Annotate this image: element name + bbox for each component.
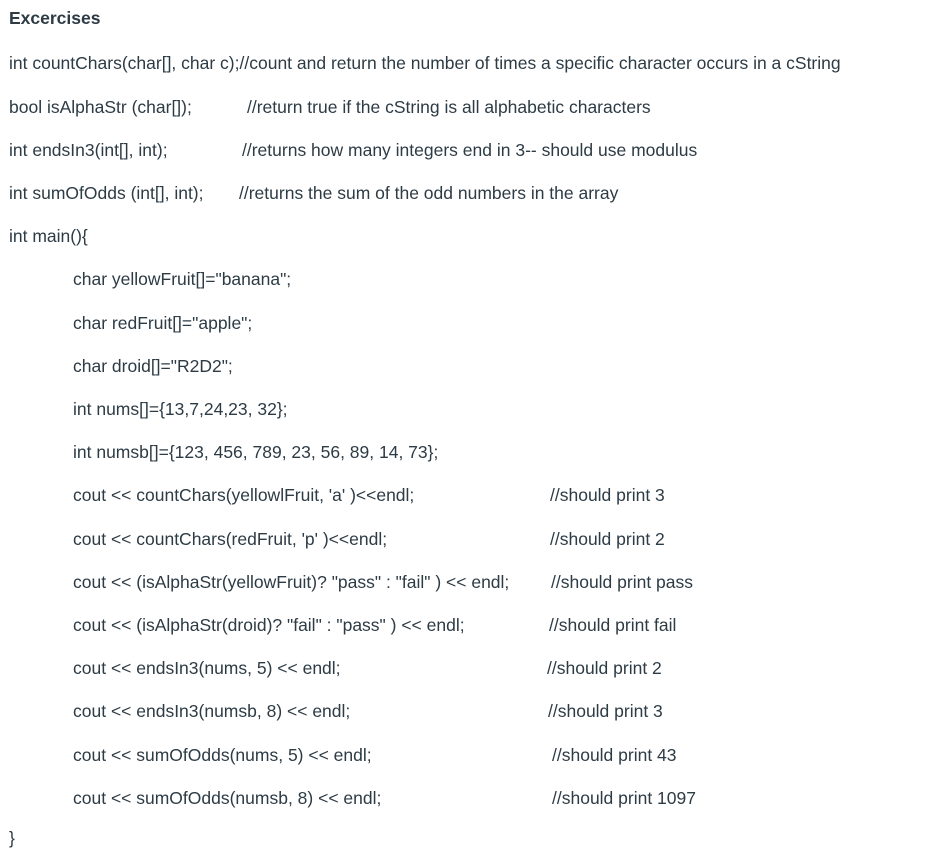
statement-comment: //should print fail <box>549 615 677 635</box>
prototype-declaration: int sumOfOdds (int[], int); <box>9 183 204 203</box>
statement-code: cout << sumOfOdds(numsb, 8) << endl; <box>73 788 382 808</box>
statement-line <box>73 743 677 767</box>
body-declaration: char yellowFruit[]="banana"; <box>73 269 292 289</box>
main-signature: int main(){ <box>9 226 88 246</box>
prototype-declaration: int countChars(char[], char c);//count and return the number of times a specific character occurs in a cString <box>9 53 841 73</box>
statement-line <box>73 527 665 551</box>
statement-code: cout << (isAlphaStr(droid)? "fail" : "pass" ) << endl; <box>73 615 465 635</box>
statement-comment: //should print 43 <box>552 745 677 765</box>
prototype-line <box>9 51 841 75</box>
statement-line <box>73 570 694 594</box>
statement-line <box>73 613 677 637</box>
exercise-heading: Excercises <box>9 8 101 28</box>
closing-brace: } <box>9 828 15 848</box>
statement-line <box>73 786 696 810</box>
statement-code: cout << sumOfOdds(nums, 5) << endl; <box>73 745 372 765</box>
statement-comment: //should print 2 <box>550 529 665 549</box>
statement-code: cout << endsIn3(nums, 5) << endl; <box>73 658 341 678</box>
statement-line <box>73 699 663 723</box>
body-declaration: char droid[]="R2D2"; <box>73 356 233 376</box>
prototype-comment: //return true if the cString is all alphabetic characters <box>247 97 651 117</box>
prototype-line <box>9 138 698 162</box>
prototype-comment: //returns the sum of the odd numbers in the array <box>239 183 619 203</box>
statement-code: cout << countChars(yellowlFruit, 'a' )<<endl; <box>73 485 415 505</box>
statement-code: cout << endsIn3(numsb, 8) << endl; <box>73 701 351 721</box>
prototype-line <box>9 181 619 205</box>
prototype-comment: //returns how many integers end in 3-- should use modulus <box>242 140 698 160</box>
body-declaration: char redFruit[]="apple"; <box>73 313 253 333</box>
statement-code: cout << countChars(redFruit, 'p' )<<endl; <box>73 529 388 549</box>
statement-comment: //should print 2 <box>547 658 662 678</box>
body-declaration: int nums[]={13,7,24,23, 32}; <box>73 399 288 419</box>
statement-comment: //should print 3 <box>550 485 665 505</box>
statement-comment: //should print 1097 <box>552 788 696 808</box>
statement-line <box>73 656 662 680</box>
prototype-line <box>9 95 651 119</box>
prototype-declaration: bool isAlphaStr (char[]); <box>9 97 192 117</box>
body-declaration: int numsb[]={123, 456, 789, 23, 56, 89, 14, 73}; <box>73 442 439 462</box>
statement-code: cout << (isAlphaStr(yellowFruit)? "pass" : "fail" ) << endl; <box>73 572 510 592</box>
statement-comment: //should print 3 <box>548 701 663 721</box>
prototype-declaration: int endsIn3(int[], int); <box>9 140 168 160</box>
statement-line <box>73 483 665 507</box>
statement-comment: //should print pass <box>551 572 694 592</box>
